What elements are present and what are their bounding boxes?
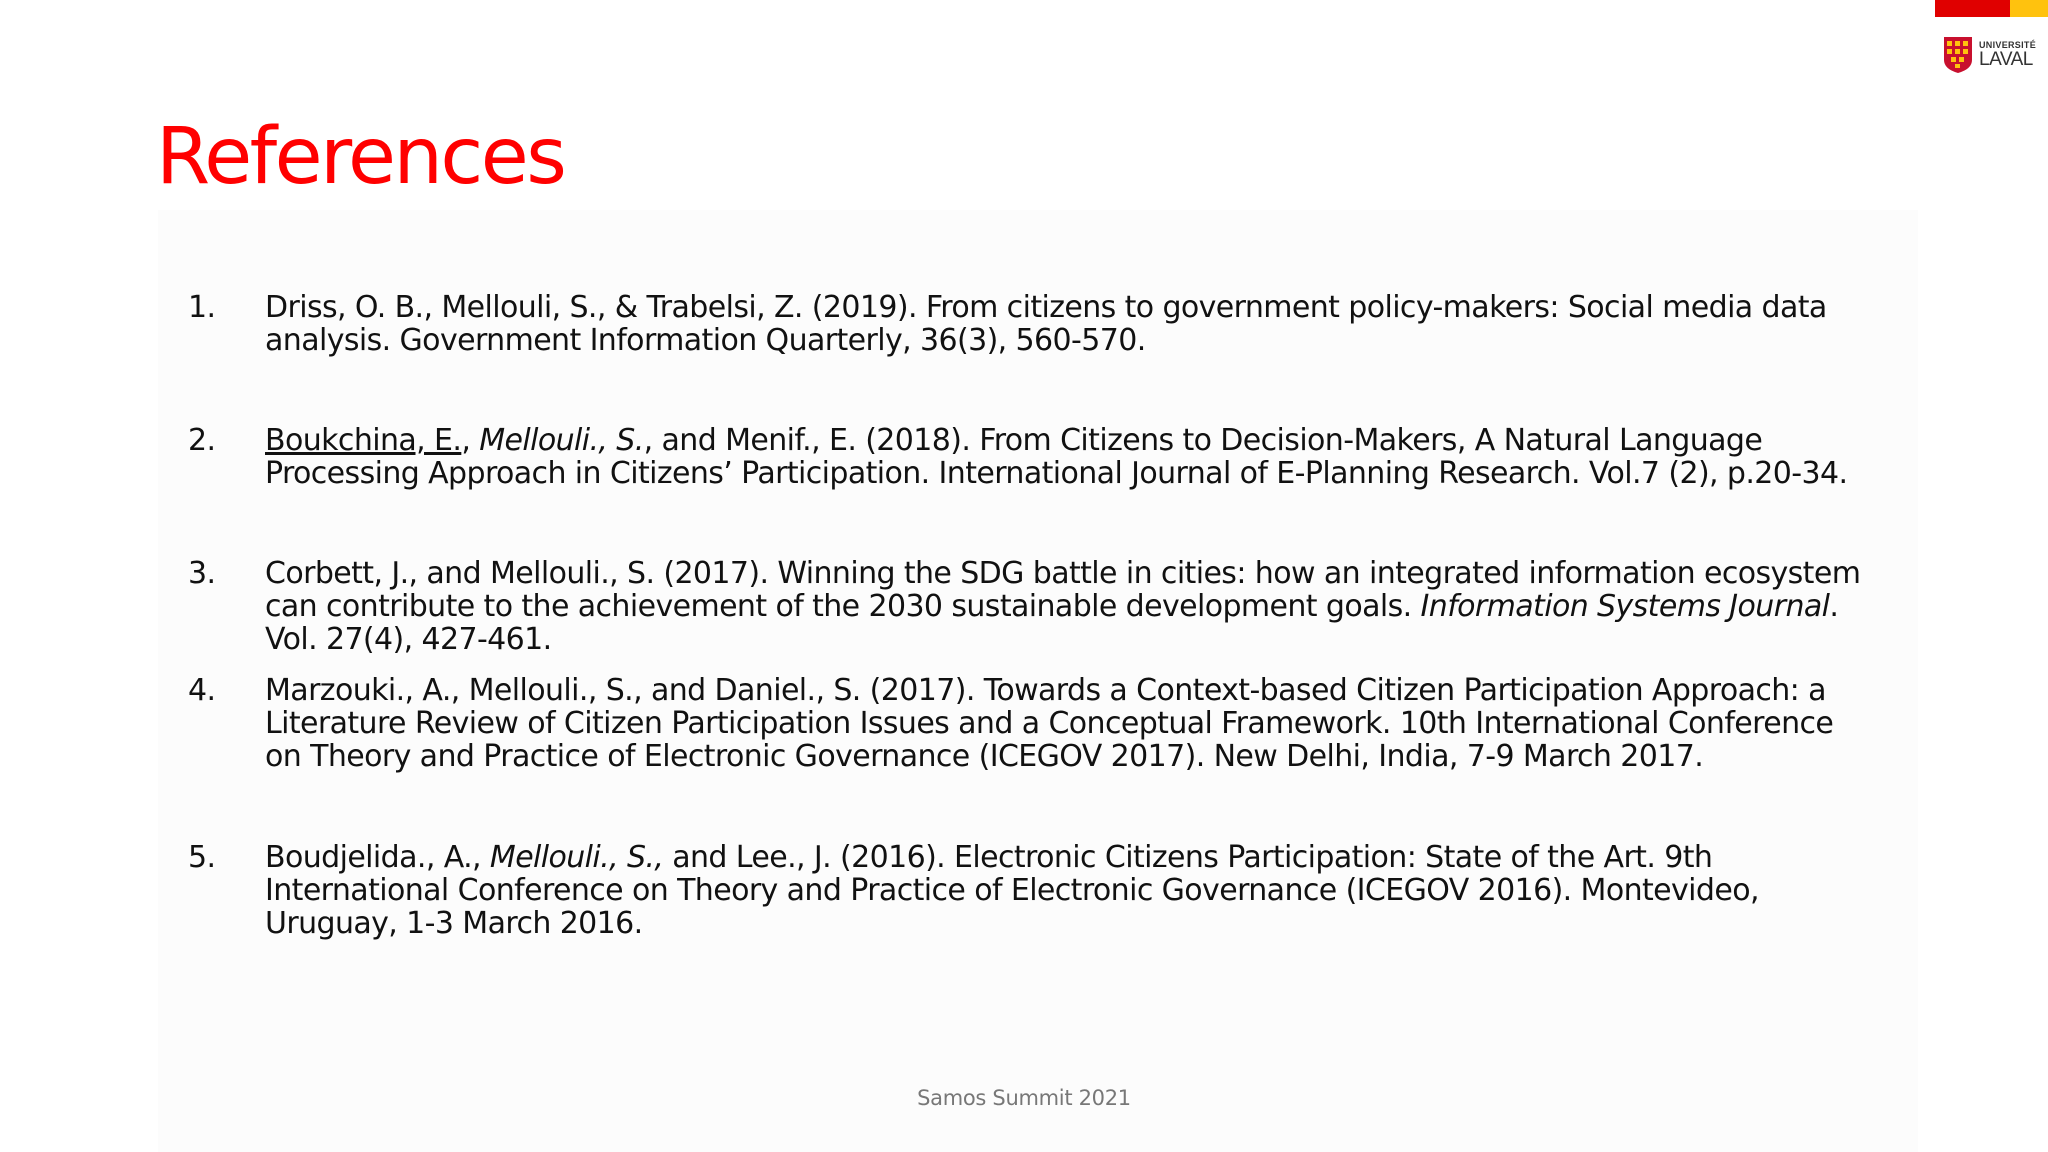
reference-line-rest: , and Menif., E. (2018). From Citizens to Decision-Makers, A Natural Language [643,423,1763,458]
brand-bar-yellow [2010,0,2048,17]
reference-line: on Theory and Practice of Electronic Governance (ICEGOV 2017). New Delhi, India, 7-9 March 2017. [265,739,1704,774]
reference-number: 5. [188,840,216,875]
italic-journal: Information Systems Journal [1420,589,1830,624]
reference-line: Marzouki., A., Mellouli., S., and Daniel., S. (2017). Towards a Context-based Citizen Participation Approach: a [265,673,1826,708]
reference-number: 2. [188,423,216,458]
reference-line: Literature Review of Citizen Participation Issues and a Conceptual Framework. 10th International Conference [265,706,1834,741]
reference-number: 3. [188,556,216,591]
slide-footer: Samos Summit 2021 [917,1086,1131,1110]
reference-line [265,424,1985,457]
reference-line: Vol. 27(4), 427-461. [265,622,552,657]
reference-text [265,557,1985,656]
logo-wordmark [1979,41,2036,69]
separator: , [461,423,480,458]
italic-author: Mellouli., S. [479,423,644,458]
reference-number: 4. [188,673,216,708]
reference-line: Corbett, J., and Mellouli., S. (2017). Winning the SDG battle in cities: how an integrated information ecosystem [265,556,1861,591]
reference-line-end: . [1829,589,1839,624]
shield-crest-icon [1943,36,1973,74]
reference-text [265,841,1985,940]
reference-line [265,841,1985,874]
brand-bar-red [1935,0,2010,17]
reference-line: analysis. Government Information Quarterly, 36(3), 560-570. [265,323,1146,358]
reference-line: Processing Approach in Citizens’ Participation. International Journal of E-Planning Research. Vol.7 (2), p.20-34. [265,456,1848,491]
logo-big-text: LAVAL [1979,49,2033,70]
slide-title: References [156,112,565,202]
reference-line: Uruguay, 1-3 March 2016. [265,906,643,941]
reference-line: Driss, O. B., Mellouli, S., & Trabelsi, Z. (2019). From citizens to government policy-makers: Social media data [265,290,1827,325]
reference-text [265,674,1985,773]
underlined-author: Boukchina, E. [265,423,462,458]
reference-line-rest: and Lee., J. (2016). Electronic Citizens Participation: State of the Art. 9th [663,840,1713,875]
reference-line-plain: Boudjelida., A., [265,840,490,875]
reference-text [265,291,1985,357]
italic-author: Mellouli., S., [489,840,664,875]
reference-number: 1. [188,290,216,325]
reference-line: International Conference on Theory and Practice of Electronic Governance (ICEGOV 2016). Montevideo, [265,873,1759,908]
reference-text [265,424,1985,490]
logo-small-text: UNIVERSITÉ [1979,40,2037,50]
reference-line-plain: can contribute to the achievement of the 2030 sustainable development goals. [265,589,1421,624]
universite-laval-logo [1943,36,2036,74]
reference-line [265,590,1985,623]
